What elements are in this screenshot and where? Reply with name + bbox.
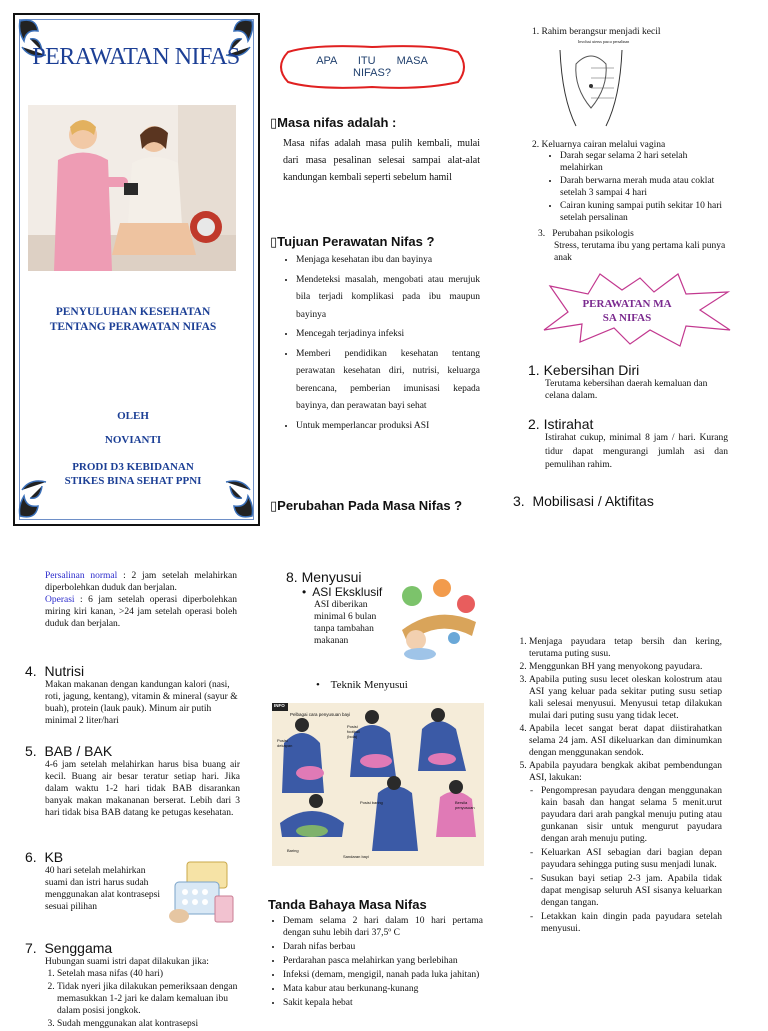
list-item: - Pengompresan payudara dengan menggunakan kain basah dan hangat selama 5 menit.urut payudara dari arah pangkal menuju puting atau gunkanan sisir untuk mengurut payudara dengan arah menuju puting.: [541, 785, 722, 845]
tujuan-section: [270, 234, 480, 437]
tujuan-list: [282, 252, 480, 435]
teknik-menyusui: • Teknik Menyusui: [316, 679, 408, 691]
menyusui-title: 8. Menyusui: [286, 569, 362, 585]
list-item: • Mencegah terjadinya infeksi: [296, 326, 480, 344]
tanda-bahaya-title: Tanda Bahaya Masa Nifas: [268, 897, 427, 912]
cairan-list: [546, 151, 724, 224]
list-item: 4. Apabila lecet sangat berat dapat diistirahatkan selama 24 jam. ASI dikeluarkan dan diminumkan dengan menggunakan sendok.: [529, 723, 722, 759]
senggama-list: [45, 968, 240, 1030]
info-label: INFO: [274, 703, 285, 708]
list-item: • Untuk memperlancar produksi ASI: [296, 418, 480, 436]
cover-author: NOVIANTI: [104, 434, 162, 446]
istirahat-text: Istirahat cukup, minimal 8 jam / hari. Kurang tidur dapat mengurangi jumlah asi dan pemulihan rahim.: [545, 433, 728, 470]
contraceptives-image: [165, 856, 237, 928]
question-bubble-text: APA ITU MASA NIFAS?: [316, 55, 428, 79]
list-item: • Mendeteksi masalah, mengobati atau merujuk bila terjadi komplikasi pada ibu maupun bayinya: [296, 272, 480, 325]
tanda-bahaya-section: [268, 897, 483, 1011]
breastfeeding-positions-image: [272, 703, 484, 866]
pose-label: Baring: [287, 848, 299, 853]
pose-label: Sandaran bayi: [343, 854, 369, 859]
masa-nifas-section: [270, 115, 480, 186]
cover-institution: [28, 460, 238, 488]
bab-section: 5. BAB / BAK 4-6 jam setelah melahirkan harus bisa buang air kecil. Buang air besar teratur setiap hari. Jika dalam waktu 1-2 hari tidak BAB disarankan banyak makan makananan berserat. Lebih dari 3 hari tidak bisa BAB datang ke petugas kesehatan.: [25, 743, 240, 818]
list-item: 3. Apabila puting susu lecet oleskan kolostrum atau ASI yang keluar pada sekitar puting susu setiap kali selesai menyusui. Menyusui tetap dilakukan mulai dari puting susu yang tidak lecet.: [529, 674, 722, 722]
tanda-bahaya-list: [268, 915, 483, 1009]
nutrisi-section: 4. Nutrisi Makan makanan dengan kandungan kalori (nasi, roti, jagung, kentang), vitamin & mineral (sayur & buah), protein (lauk pauk). Minum air putih minimal 2 liter/hari: [25, 663, 238, 726]
senggama-section: 7. Senggama Hubungan suami istri dapat dilakukan jika: 1. Setelah masa nifas (40 hari) 2. Tidak nyeri jika dilakukan pemeriksaan dengan memasukkan 1-2 jari ke dalam kemaluan ibu dalam posisi jongkok. 3. Sudah menggunakan alat kontrasepsi: [25, 940, 240, 1031]
istirahat-title: Istirahat: [543, 416, 594, 432]
institution-line-1: PRODI D3 KEBIDANAN: [72, 461, 194, 473]
mobilisasi-title: 3. Mobilisasi / Aktifitas: [513, 493, 654, 509]
list-item: • Infeksi (demam, mengigil, nanah pada luka jahitan): [283, 969, 483, 981]
list-item: 1. Setelah masa nifas (40 hari): [57, 968, 240, 980]
list-item: 1. Menjaga payudara tetap bersih dan kering, terutama puting susu.: [529, 636, 722, 660]
cover-subtitle: PENYULUHAN KESEHATAN TENTANG PERAWATAN NIFAS: [49, 306, 217, 333]
bengkak-sublist: [529, 785, 722, 935]
list-item: • Darah berwarna merah muda atau coklat setelah 3 sampai 4 hari: [560, 176, 724, 199]
list-item: • Sakit kepala hebat: [283, 997, 483, 1009]
star-label: PERAWATAN MASA NIFAS: [582, 298, 672, 321]
perubahan-item-3: 3. Perubahan psikologis Stress, terutama ibu yang pertama kali punya anak: [538, 229, 726, 263]
perawatan-payudara-section: [512, 636, 722, 937]
list-item: • Mata kabur atau berkunang-kunang: [283, 983, 483, 995]
uterus-caption: Involusi uterus pasca persalinan: [578, 39, 630, 44]
masa-nifas-heading: ▯Masa nifas adalah :: [270, 115, 397, 130]
perubahan-item-2: 2. Keluarnya cairan melalui vagina • Darah segar selama 2 hari setelah melahirkan • Darah berwarna merah muda atau coklat setelah 3 sampai 4 hari • Cairan kuning sampai putih sekitar 10 hari setelah persalinan: [532, 139, 724, 226]
list-item: • Darah nifas berbau: [283, 941, 483, 953]
list-item: 3. Sudah menggunakan alat kontrasepsi: [57, 1018, 240, 1030]
kebersihan-title: Kebersihan Diri: [543, 362, 640, 378]
cover-photo: [28, 105, 236, 271]
perubahan-heading: ▯Perubahan Pada Masa Nifas ?: [270, 498, 463, 513]
uterus-involution-image: [556, 38, 626, 128]
list-item: - Susukan bayi setiap 2-3 jam. Apabila tidak dapat mengisap seluruh ASI sisanya keluarkan dengan tangan.: [541, 873, 722, 909]
institution-line-2: STIKES BINA SEHAT PPNI: [64, 475, 202, 487]
mobilisasi-detail: Persalinan normal : 2 jam setelah melahirkan diperbolehkan duduk dan berjalan. Operasi : 6 jam setelah operasi diperbolehkan miring kiri kanan, >24 jam setelah operasi boleh duduk dan berjalan.: [45, 571, 237, 629]
kebersihan-text: Terutama kebersihan daerah kemaluan dan celana dalam.: [545, 379, 708, 401]
list-item: - Letakkan kain dingin pada payudara setelah menyusui.: [541, 911, 722, 935]
payudara-list: [512, 636, 722, 935]
list-item: 5. Apabila payudara bengkak akibat pembendungan ASI, lakukan: - Pengompresan payudara dengan menggunakan kain basah dan hangat selama 5 menit.urut payudara dari arah pangkal menuju puting atau gunkanan sisir untuk mengurut payudara dengan arah menuju puting. - Keluarkan ASI sebagian dari bagian depan payudara sehingga puting susu menjadi lunak. - Susukan bayi setiap 2-3 jam. Apabila tidak dapat mengisap seluruh ASI sisanya keluarkan dengan tangan. - Letakkan kain dingin pada payudara setelah menyusui.: [529, 760, 722, 935]
list-item: • Menjaga kesehatan ibu dan bayinya: [296, 252, 480, 270]
perubahan-item-1: 1. Rahim berangsur menjadi kecil: [532, 27, 661, 37]
pose-label: Posisi baring: [360, 800, 383, 805]
pose-label: Posisi dekapan: [277, 738, 293, 748]
cover-by-label: OLEH: [117, 410, 149, 422]
list-item: • Memberi pendidikan kesehatan tentang perawatan kesehatan diri, nutrisi, keluarga berencana, pemberian imunisasi kepada bayinya, dan perawatan bayi sehat: [296, 346, 480, 416]
pose-label: Posisi football (bola): [347, 724, 360, 739]
pose-label: Bersila penyusuan: [455, 800, 475, 810]
tujuan-heading: ▯Tujuan Perawatan Nifas ?: [270, 234, 435, 249]
breastfeeding-cartoon-image: [392, 574, 482, 660]
istirahat-section: 2. Istirahat Istirahat cukup, minimal 8 jam / hari. Kurang tidur dapat mengurangi jumlah asi dan pemulihan rahim.: [528, 416, 728, 473]
cover-title: PERAWATAN NIFAS: [32, 44, 240, 70]
list-item: • Darah segar selama 2 hari setelah melahirkan: [560, 151, 724, 174]
list-item: • Demam selama 2 hari dalam 10 hari pertama dengan suhu lebih dari 37,5º C: [283, 915, 483, 939]
kebersihan-section: 1. Kebersihan Diri Terutama kebersihan daerah kemaluan dan celana dalam.: [528, 362, 728, 402]
info-title: Pelbagai cara penyusuan bayi: [290, 712, 351, 717]
list-item: - Keluarkan ASI sebagian dari bagian depan payudara sehingga puting susu menjadi lunak.: [541, 847, 722, 871]
list-item: 2. Menggunkan BH yang menyokong payudara.: [529, 661, 722, 673]
list-item: 2. Tidak nyeri jika dilakukan pemeriksaan dengan memasukkan 1-2 jari ke dalam kemaluan ibu dalam posisi jongkok.: [57, 981, 240, 1017]
list-item: • Cairan kuning sampai putih sekitar 10 hari setelah persalinan: [560, 201, 724, 224]
asi-eksklusif-section: • ASI Eksklusif ASI diberikan minimal 6 bulan tanpa tambahan makanan: [302, 585, 383, 646]
masa-nifas-text: Masa nifas adalah masa pulih kembali, mulai dari masa pesalinan selesai sampai alat-alat kandungan kembali seperti sebelum hamil: [283, 138, 480, 183]
kb-section: 6. KB 40 hari setelah melahirkan suami dan istri harus sudah menggunakan alat kontrasepsi sesuai pilihan: [25, 849, 161, 912]
list-item: • Perdarahan pasca melahirkan yang berlebihan: [283, 955, 483, 967]
